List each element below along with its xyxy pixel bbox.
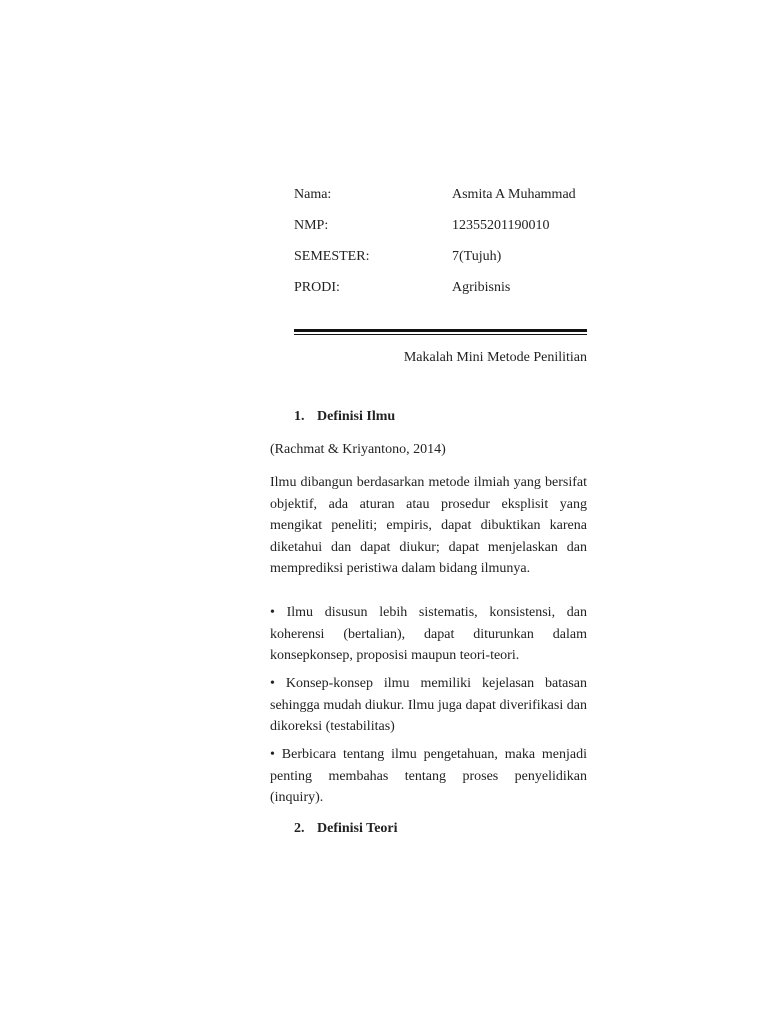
section-heading-definisi-ilmu [294, 406, 395, 428]
info-value: Asmita A Muhammad [452, 187, 576, 202]
divider-thin [294, 334, 587, 335]
section-title: Definisi Ilmu [317, 409, 396, 424]
paragraph: Ilmu dibangun berdasarkan metode ilmiah yang bersifat objektif, ada aturan atau prosedur eksplisit yang mengikat peneliti; empiris, dapat dibuktikan karena diketahui dan dapat diukur; dapat menjelaskan dan memprediksi peristiwa dalam bidang ilmunya. [270, 475, 587, 576]
bullet-paragraph: • Ilmu disusun lebih sistematis, konsistensi, dan koherensi (bertalian), dapat diturunkan dalam konsepkonsep, proposisi maupun teori-teori. [270, 605, 587, 663]
section-heading-definisi-teori [294, 818, 398, 840]
info-value: 12355201190010 [452, 218, 550, 233]
section-number: 1. [294, 409, 305, 424]
section-title: Definisi Teori [317, 821, 398, 836]
section-number: 2. [294, 821, 305, 836]
info-value: 7(Tujuh) [452, 249, 502, 264]
bullet-paragraph: • Konsep-konsep ilmu memiliki kejelasan batasan sehingga mudah diukur. Ilmu juga dapat diverifikasi dan dikoreksi (testabilitas) [270, 676, 587, 734]
info-label: NMP: [294, 218, 329, 233]
bullet-paragraph: • Berbicara tentang ilmu pengetahuan, maka menjadi penting membahas tentang proses penyelidikan (inquiry). [270, 747, 587, 805]
info-row-nmp [294, 215, 594, 246]
info-row-nama [294, 184, 594, 215]
citation: (Rachmat & Kriyantono, 2014) [270, 442, 446, 457]
info-value: Agribisnis [452, 280, 511, 295]
info-row-semester [294, 246, 594, 277]
info-row-prodi [294, 277, 594, 308]
info-label: PRODI: [294, 280, 340, 295]
info-label: Nama: [294, 187, 332, 202]
divider-thick [294, 329, 587, 332]
document-subtitle: Makalah Mini Metode Penilitian [403, 350, 587, 365]
student-info-table [294, 184, 594, 308]
info-label: SEMESTER: [294, 249, 370, 264]
